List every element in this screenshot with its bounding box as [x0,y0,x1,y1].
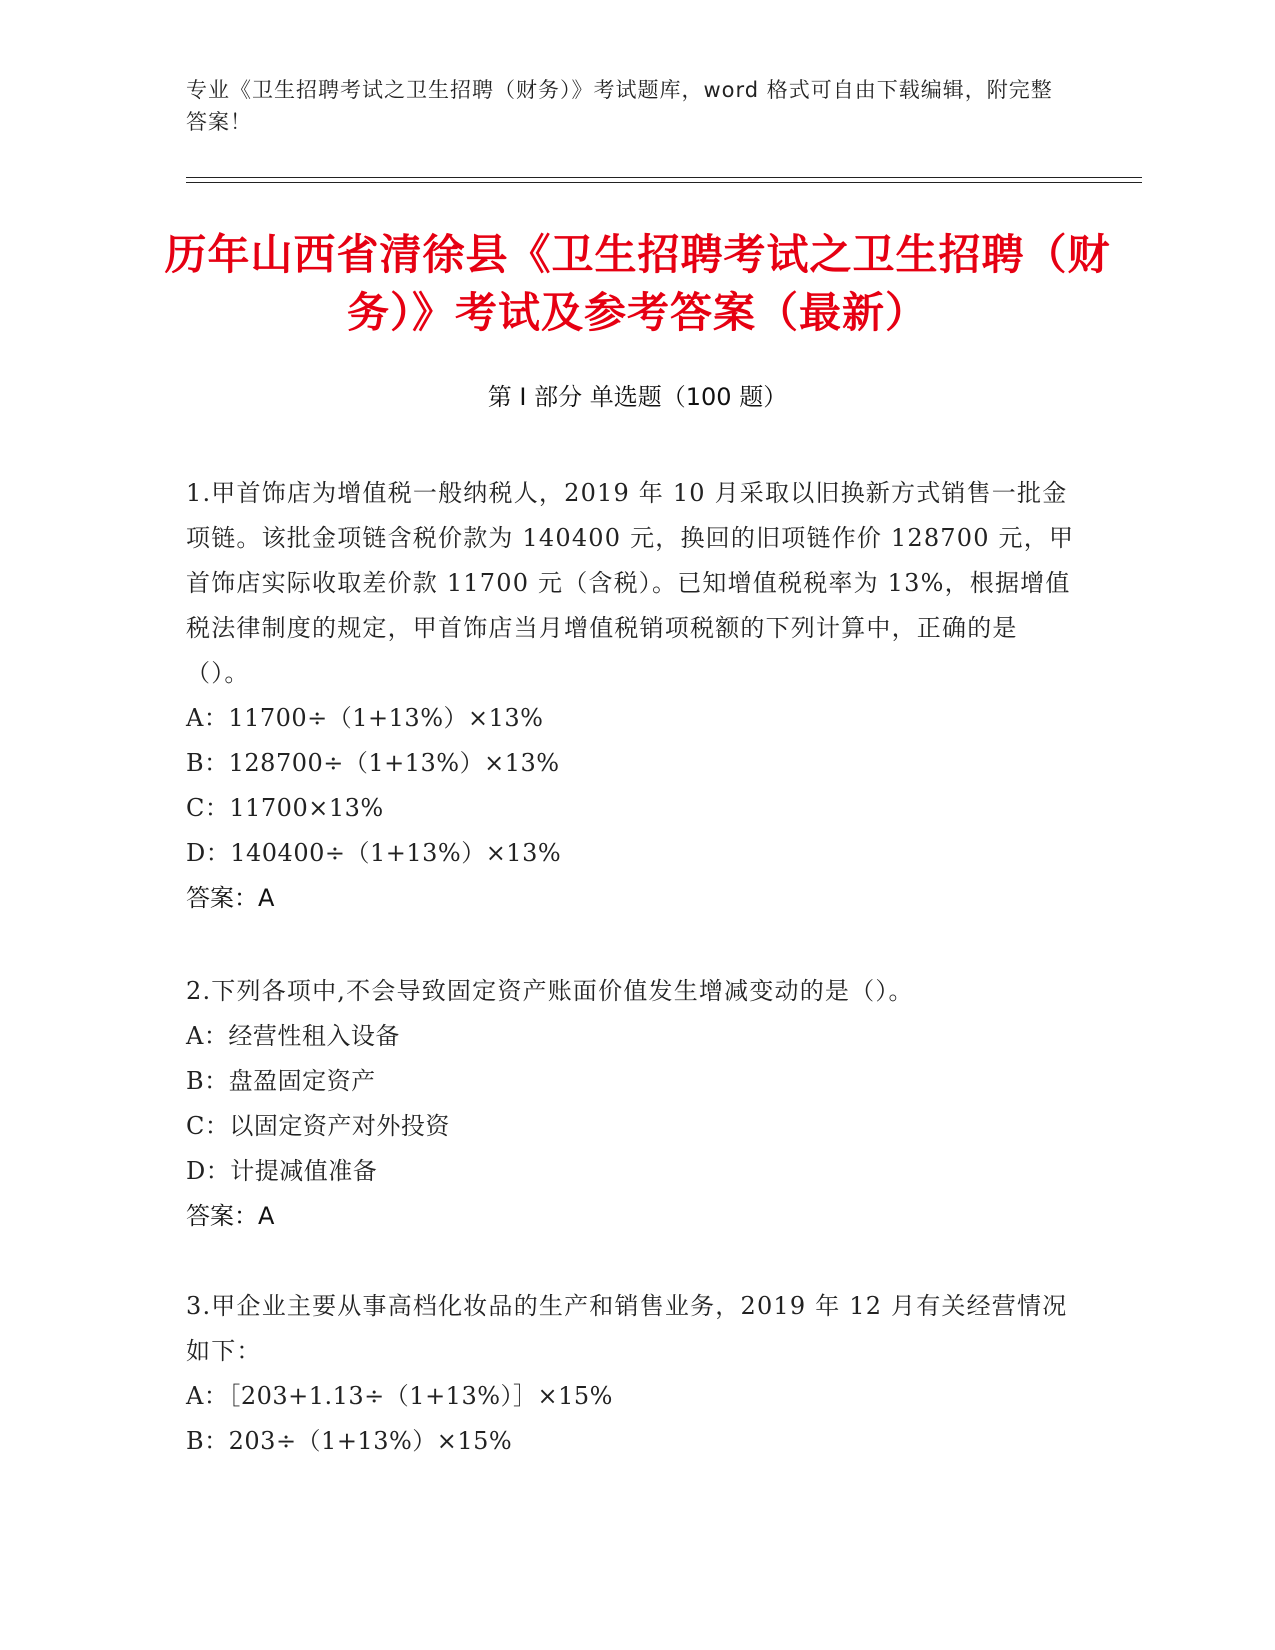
question-stem: 3.甲企业主要从事高档化妆品的生产和销售业务，2019 年 12 月有关经营情况如下： [186,1292,1068,1365]
section-title: 第 I 部分 单选题（100 题） [487,383,788,411]
answer-label: 答案：A [186,1202,275,1230]
header-note: 专业《卫生招聘考试之卫生招聘（财务）》考试题库，word 格式可自由下载编辑，附完整答案！ [186,78,1053,134]
question-stem: 2.下列各项中,不会导致固定资产账面价值发生增减变动的是（）。 [186,977,914,1005]
question-3 [186,1284,1076,1464]
header-rule-bottom [186,182,1142,183]
document-title: 历年山西省清徐县《卫生招聘考试之卫生招聘（财务）》考试及参考答案（最新） [164,230,1111,337]
question-stem: 1.甲首饰店为增值税一般纳税人，2019 年 10 月采取以旧换新方式销售一批金项链。该批金项链含税价款为 140400 元，换回的旧项链作价 128700 元，甲首饰店实际收取差价款 11700 元（含税）。已知增值税税率为 13%，根据增值税法律制度的规定，甲首饰店当月增值税销项税额的下列计算中，正确的是（）。 [186,479,1075,687]
question-2 [186,969,1076,1239]
option-b: B：盘盈固定资产 [186,1067,376,1095]
option-b: B：128700÷（1+13%）×13% [186,749,560,777]
option-a: A：经营性租入设备 [186,1022,400,1050]
question-1 [186,471,1076,921]
answer-label: 答案：A [186,884,275,912]
option-d: D：140400÷（1+13%）×13% [186,839,562,867]
option-a: A：［203+1.13÷（1+13%）］×15% [186,1382,613,1410]
option-a: A：11700÷（1+13%）×13% [186,704,544,732]
option-b: B：203÷（1+13%）×15% [186,1427,513,1455]
option-c: C：以固定资产对外投资 [186,1112,450,1140]
option-d: D：计提减值准备 [186,1157,378,1185]
header-rule-top [186,177,1142,178]
option-c: C：11700×13% [186,794,384,822]
